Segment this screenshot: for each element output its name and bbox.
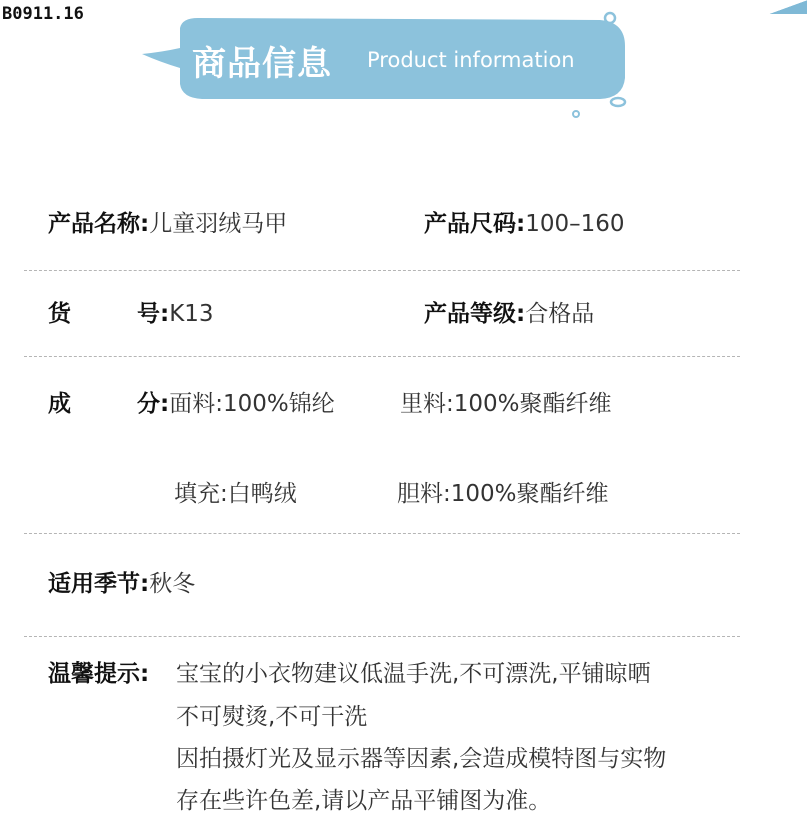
lining-value: 里料:100%聚酯纤维 — [400, 391, 612, 417]
liner-value: 胆料:100%聚酯纤维 — [397, 481, 609, 507]
tips-row — [48, 659, 149, 689]
sku-row: 货 号:K13 — [48, 301, 214, 327]
composition-label: 成 分 — [48, 391, 160, 417]
tips-line: 存在些许色差,请以产品平铺图为准。 — [176, 788, 552, 814]
sku-label: 货 号 — [48, 301, 160, 327]
divider — [24, 636, 740, 637]
season-value: 秋冬 — [149, 571, 196, 597]
fabric-value: 面料:100%锦纶 — [169, 391, 335, 417]
banner-title-cn: 商品信息 — [192, 44, 332, 84]
product-size-value: 100–160 — [525, 211, 625, 237]
product-name-value: 儿童羽绒马甲 — [149, 211, 288, 237]
season-row — [48, 569, 195, 599]
tips-line: 宝宝的小衣物建议低温手洗,不可漂洗,平铺晾晒 — [176, 661, 651, 687]
tips-line: 不可熨烫,不可干洗 — [176, 704, 368, 730]
product-name-row — [48, 209, 287, 239]
banner-title-en: Product information — [367, 48, 575, 72]
season-label: 适用季节: — [48, 571, 150, 597]
product-size-row — [424, 209, 625, 239]
grade-label: 产品等级: — [424, 301, 526, 327]
filling-value: 填充:白鸭绒 — [174, 481, 297, 507]
divider — [24, 270, 740, 271]
tips-line: 因拍摄灯光及显示器等因素,会造成模特图与实物 — [176, 746, 667, 772]
grade-row — [424, 299, 594, 329]
image-code: B0911.16 — [2, 4, 84, 24]
sku-value: K13 — [169, 301, 214, 327]
composition-row: 成 分:面料:100%锦纶 — [48, 391, 335, 417]
tips-label: 温馨提示: — [48, 661, 150, 687]
divider — [24, 533, 740, 534]
product-name-label: 产品名称: — [48, 211, 150, 237]
product-size-label: 产品尺码: — [424, 211, 526, 237]
corner-decoration — [761, 0, 807, 14]
grade-value: 合格品 — [525, 301, 595, 327]
divider — [24, 356, 740, 357]
